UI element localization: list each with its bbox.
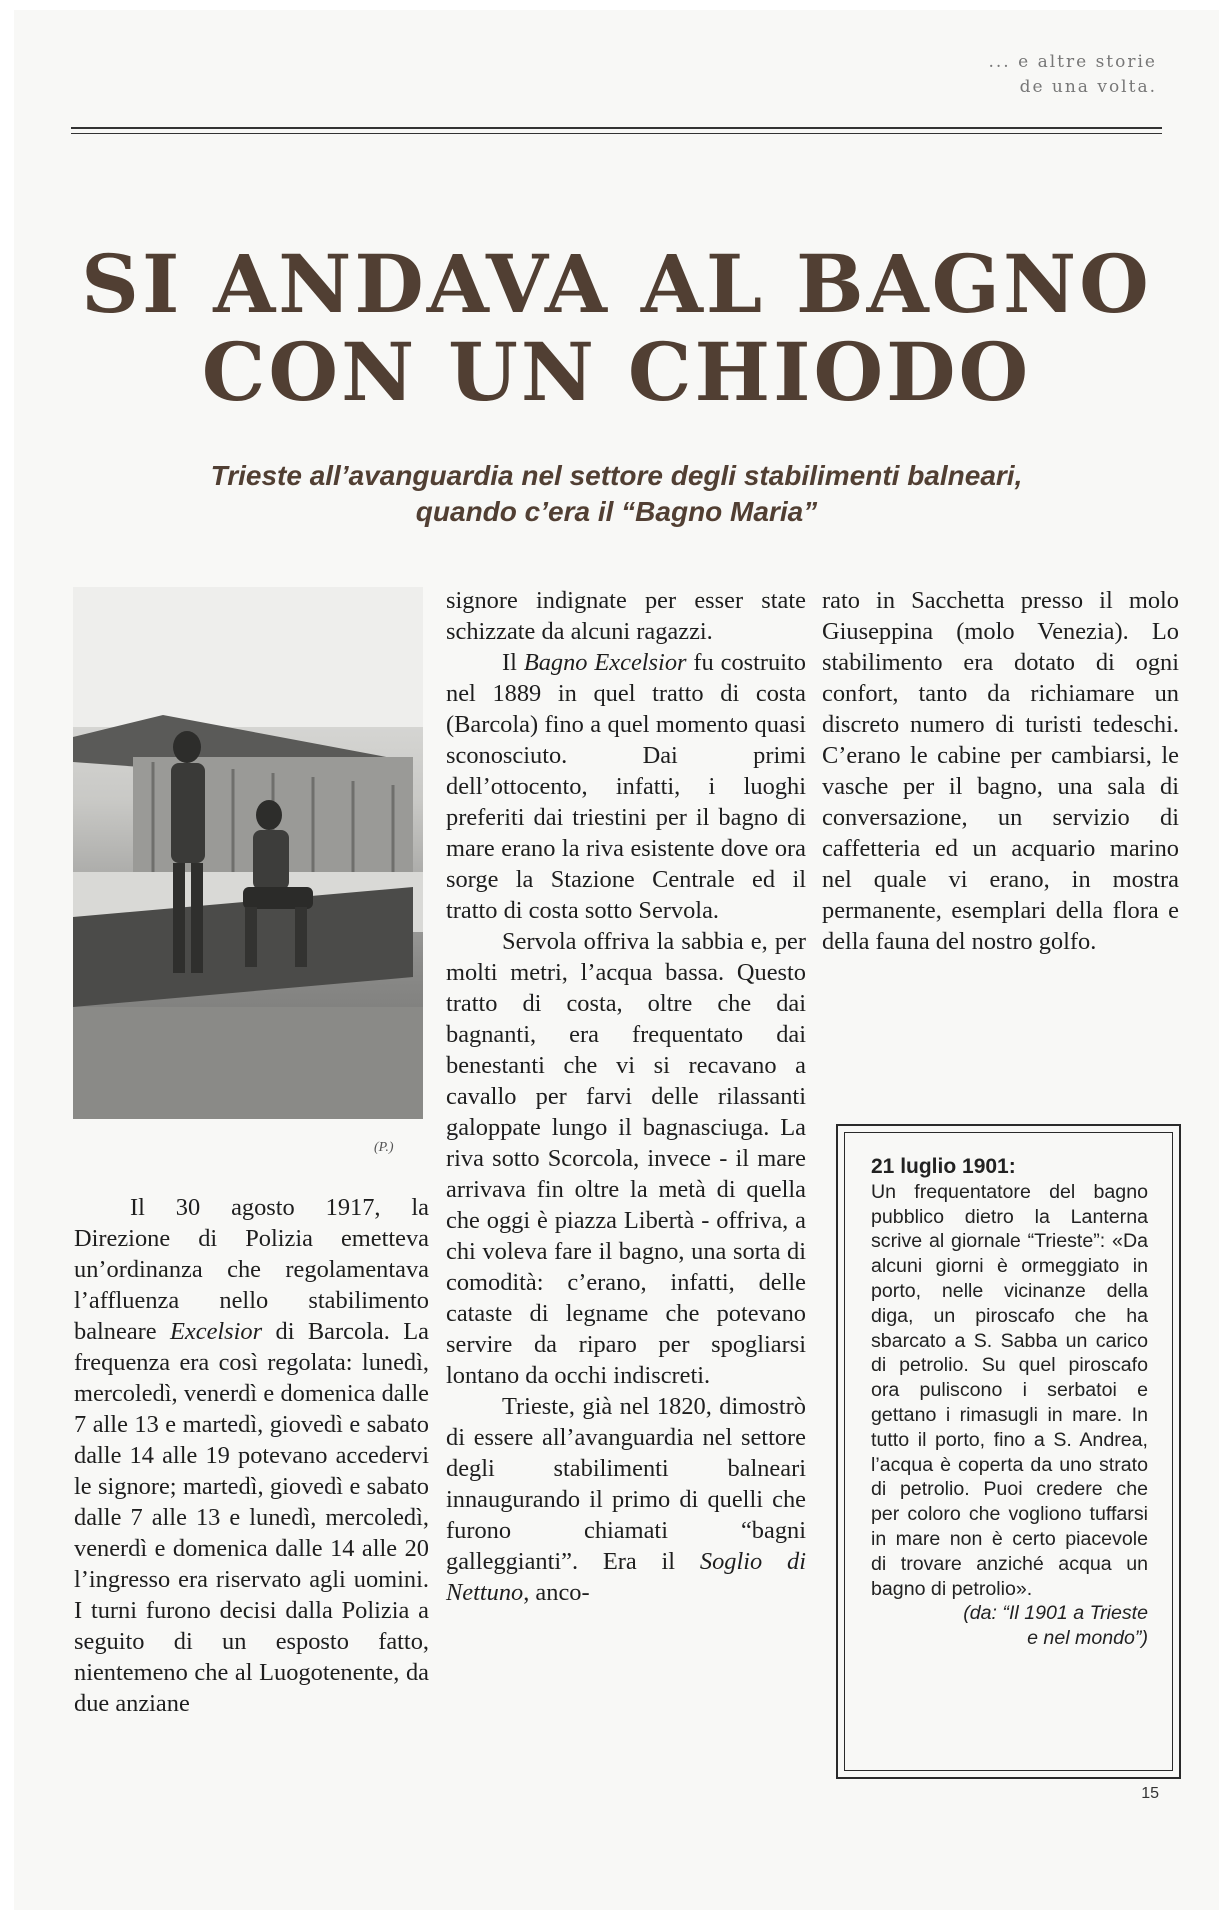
title-line-2: CON UN CHIODO: [201, 325, 1032, 419]
sidebar-box: [836, 1124, 1181, 1779]
p1-text-b: di Barcola. La frequenza era così regolata: lunedì, mercoledì, venerdì e domenica dalle 7 alle 13 e martedì, giovedì e sabato dalle 14 alle 19 potevano accedervi le signore; martedì, giovedì e sabato dalle 7 alle 13 e lunedì, mercoledì, venerdì e domenica dalle 14 alle 20 l’ingresso era riservato agli uomini. I turni furono decisi dalla Polizia a seguito di un esposto fatto, nientemeno che al Luogotenente, da due anziane: [74, 1318, 429, 1717]
paragraph-2: [446, 647, 806, 926]
subtitle-line-2: quando c’era il “Bagno Maria”: [415, 496, 818, 527]
running-head: [989, 50, 1158, 100]
p4-italic: Soglio di Nettuno: [446, 1548, 807, 1606]
sidebar-date: 21 luglio 1901:: [871, 1155, 1016, 1178]
sidebar-source-line-1: (da: “Il 1901 a Trieste: [963, 1602, 1148, 1625]
running-head-line-1: ... e altre storie: [988, 52, 1157, 72]
p2-italic: Bagno Excelsior: [523, 649, 687, 676]
sidebar-source-line-2: e nel mondo”): [1027, 1627, 1148, 1650]
historic-beach-photo: [73, 587, 423, 1119]
p4-text-a: Trieste, già nel 1820, dimostrò di essere all’avanguardia nel settore degli stabilimenti balneari innaugurando il primo di quelli che furono chiamati “bagni galleggianti”. Era il: [446, 1393, 806, 1575]
column-2: [446, 585, 806, 1608]
header-rule: [71, 127, 1162, 134]
running-head-line-2: de una volta.: [1019, 77, 1157, 97]
paragraph-3: Servola offriva la sabbia e, per molti metri, l’acqua bassa. Questo tratto di costa, oltre che dai bagnanti, era frequentato dai benestanti che vi si recavano a cavallo per farvi delle rilassanti galoppate lungo il bagnasciuga. La riva sotto Scorcola, invece - il mare arrivava fin oltre la metà di quella che oggi è piazza Libertà - offriva, a chi voleva fare il bagno, una sorta di comodità: c’erano, infatti, delle cataste di legname che potevano servire da riparo per spogliarsi lontano da occhi indiscreti.: [446, 928, 806, 1389]
p2-text-b: fu costruito nel 1889 in quel tratto di costa (Barcola) fino a quel momento quasi sconosciuto. Dai primi dell’ottocento, infatti, i luoghi preferiti dai triestini per il bagno di mare erano la riva esistente dove ora sorge la Stazione Centrale ed il tratto di costa sotto Servola.: [446, 649, 807, 924]
paragraph-1-continued: signore indignate per esser state schizzate da alcuni ragazzi.: [446, 587, 806, 645]
photo-credit: (P.): [374, 1140, 394, 1155]
p4-text-b: , anco-: [523, 1579, 590, 1606]
column-3: [822, 585, 1179, 957]
sidebar-content: [844, 1132, 1173, 1771]
column-1: [74, 1192, 429, 1719]
paragraph-1: [74, 1192, 429, 1719]
p1-italic: Excelsior: [170, 1318, 263, 1345]
p1-text-a: Il 30 agosto 1917, la Direzione di Polizia emetteva un’ordinanza che regolamentava l’affluenza nello stabilimento balneare: [74, 1194, 429, 1345]
article-subtitle: [74, 458, 1159, 530]
paragraph-4-continued: rato in Sacchetta presso il molo Giuseppina (molo Venezia). Lo stabilimento era dotato di ogni confort, tanto da richiamare un discreto numero di turisti tedeschi. C’erano le cabine per cambiarsi, le vasche per il bagno, una sala di conversazione, un servizio di caffetteria ed un acquario marino nel quale vi erano, in mostra permanente, esemplari della flora e della fauna del nostro golfo.: [822, 587, 1179, 955]
sidebar-text: Un frequentatore del bagno pubblico dietro la Lanterna scrive al giornale “Trieste”: «Da alcuni giorni è ormeggiato in porto, nelle vicinanze della diga, un piroscafo che ha sbarcato a S. Sabba un carico di petrolio. Su quel piroscafo ora puliscono i serbatoi e gettano i rimasugli in mare. In tutto il porto, fino a S. Andrea, l’acqua è coperta da uno strato di petrolio. Puoi credere che per coloro che vogliono tuffarsi in mare non è certo piacevole di trovare anziché acqua un bagno di petrolio».: [871, 1180, 1148, 1600]
subtitle-line-1: Trieste all’avanguardia nel settore degli stabilimenti balneari,: [210, 460, 1023, 491]
paragraph-4: [446, 1391, 806, 1608]
title-line-1: SI ANDAVA AL BAGNO: [81, 237, 1152, 331]
page-number: 15: [1141, 1785, 1159, 1802]
article-title: [14, 237, 1219, 419]
page: [14, 10, 1219, 1910]
p2-text-a: Il: [502, 649, 524, 676]
